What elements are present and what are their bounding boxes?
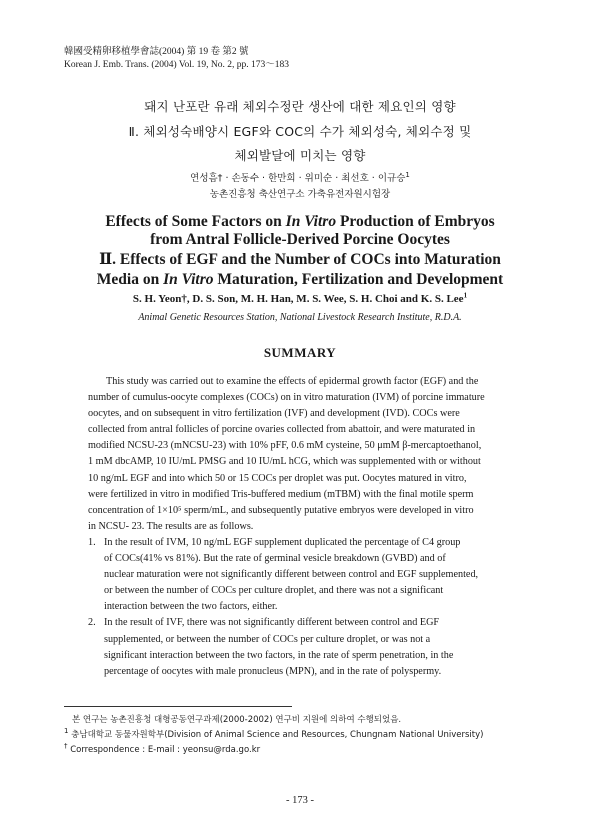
footnote-correspondence-text: Correspondence : E-mail : yeonsu@rda.go.kr xyxy=(67,745,261,755)
summary-paragraph-line: 10 ng/mL EGF and into which 50 or 15 COCs per droplet was put. Oocytes matured in vitro, xyxy=(88,472,467,484)
result-item-line: significant interaction between the two factors, in the rate of sperm penetration, in the xyxy=(104,649,454,661)
summary-paragraph-line: 1 mM dbcAMP, 10 IU/mL PMSG and 10 IU/mL hCG, which was supplemented with or without xyxy=(88,456,481,468)
result-item-1 xyxy=(88,535,520,615)
journal-citation-english: Korean J. Emb. Trans. (2004) Vol. 19, No. 2, pp. 173～183 xyxy=(64,60,290,70)
english-title-1-italic: In Vitro xyxy=(285,213,337,230)
result-item-line: In the result of IVM, 10 ng/mL EGF supplement duplicated the percentage of C4 group xyxy=(104,537,461,548)
footnote-funding: 본 연구는 농촌진흥청 대형공동연구과제(2000-2002) 연구비 지원에 의하여 수행되었음. xyxy=(72,715,402,725)
summary-paragraph-line: were fertilized in vitro in modified Tris-buffered medium (mTBM) with the final motile sperm xyxy=(88,488,474,500)
footnote-affiliation xyxy=(64,728,483,743)
footnote-correspondence-mark: † xyxy=(64,742,68,751)
summary-paragraph xyxy=(88,374,520,535)
english-authors xyxy=(0,293,600,305)
journal-header xyxy=(64,46,289,72)
english-author-list: S. H. Yeon†, D. S. Son, M. H. Han, M. S. Wee, S. H. Choi and K. S. Lee xyxy=(132,293,464,305)
english-title-line-1 xyxy=(0,212,600,232)
summary-paragraph-line: This study was carried out to examine the effects of epidermal growth factor (EGF) and the xyxy=(106,376,479,387)
footnote-affiliation-mark: 1 xyxy=(64,727,69,736)
korean-title-line-2: Ⅱ. 체외성숙배양시 EGF와 COC의 수가 체외성숙, 체외수정 및 xyxy=(128,124,472,139)
english-affiliation: Animal Genetic Resources Station, National Livestock Research Institute, R.D.A. xyxy=(138,312,462,323)
footnote-divider xyxy=(64,706,292,707)
footnotes xyxy=(64,713,483,758)
summary-paragraph-line: number of cumulus-oocyte complexes (COCs) on in vitro maturation (IVM) of porcine immature xyxy=(88,392,485,404)
english-title-1-part-c: Production of Embryos xyxy=(336,213,495,230)
result-item-line: In the result of IVF, there was not significantly different between control and EGF xyxy=(104,617,440,629)
summary-paragraph-line: concentration of 1×10⁵ sperm/mL, and subsequently putative embryos were developed in vitro xyxy=(88,504,474,516)
korean-authors xyxy=(0,170,600,184)
footnote-correspondence xyxy=(64,743,483,758)
journal-citation-korean: 韓國受精卵移植學會誌(2004) 第 19 卷 第2 號 xyxy=(64,47,249,57)
korean-title-line-1: 돼지 난포란 유래 체외수정란 생산에 대한 제요인의 영향 xyxy=(144,99,456,114)
result-item-number: 1. xyxy=(88,537,96,548)
english-title-4-italic: In Vitro xyxy=(163,271,214,288)
summary-results-list xyxy=(88,535,520,680)
english-title-4-part-a: Media on xyxy=(96,271,164,288)
english-author-affil-mark: 1 xyxy=(463,291,468,300)
page-number: - 173 - xyxy=(286,795,314,806)
summary-heading: SUMMARY xyxy=(263,345,337,360)
result-item-line: supplemented, or between the number of COCs per culture droplet, or was not a xyxy=(104,633,431,645)
english-title-line-2: from Antral Follicle-Derived Porcine Oocytes xyxy=(150,231,450,248)
korean-affiliation: 농촌진흥청 축산연구소 가축유전자원시험장 xyxy=(209,189,391,200)
result-item-line: interaction between the two factors, either. xyxy=(104,601,278,613)
result-item-2 xyxy=(88,615,520,679)
korean-title-line-3: 체외발달에 미치는 영향 xyxy=(234,148,366,163)
summary-paragraph-line: modified NCSU-23 (mNCSU-23) with 10% pFF, 0.6 mM cysteine, 50 μmM β-mercaptoethanol, xyxy=(88,440,482,452)
summary-paragraph-line: in NCSU- 23. The results are as follows. xyxy=(88,520,254,532)
result-item-line: or between the number of COCs per culture droplet, and there was not a significant xyxy=(104,585,444,597)
summary-paragraph-line: collected from antral follicles of porcine ovaries collected from abattoir, and were maturated in xyxy=(88,424,476,436)
result-item-line: nuclear maturation were not significantly different between control and EGF supplemented, xyxy=(104,569,479,581)
result-item-line: percentage of oocytes with male pronucleus (MPN), and in the rate of polyspermy. xyxy=(104,665,442,677)
footnote-affiliation-text: 충남대학교 동물자원학부(Division of Animal Science and Resources, Chungnam National University) xyxy=(68,730,484,740)
english-title-1-part-a: Effects of Some Factors on xyxy=(105,213,286,230)
summary-paragraph-line: oocytes, and on subsequent in vitro fertilization (IVF) and development (IVD). COCs were xyxy=(88,408,460,420)
english-title-line-4 xyxy=(0,270,600,290)
english-title-line-3: Ⅱ. Effects of EGF and the Number of COCs into Maturation xyxy=(99,251,501,268)
english-title-4-part-c: Maturation, Fertilization and Development xyxy=(213,271,504,288)
result-item-number: 2. xyxy=(88,617,96,629)
korean-author-affil-mark: 1 xyxy=(405,170,410,179)
result-item-line: of COCs(41% vs 81%). But the rate of germinal vesicle breakdown (GVBD) and of xyxy=(104,553,446,565)
korean-author-list: 연성흠† · 손동수 · 한만희 · 위미순 · 최선호 · 이규승 xyxy=(190,173,406,184)
